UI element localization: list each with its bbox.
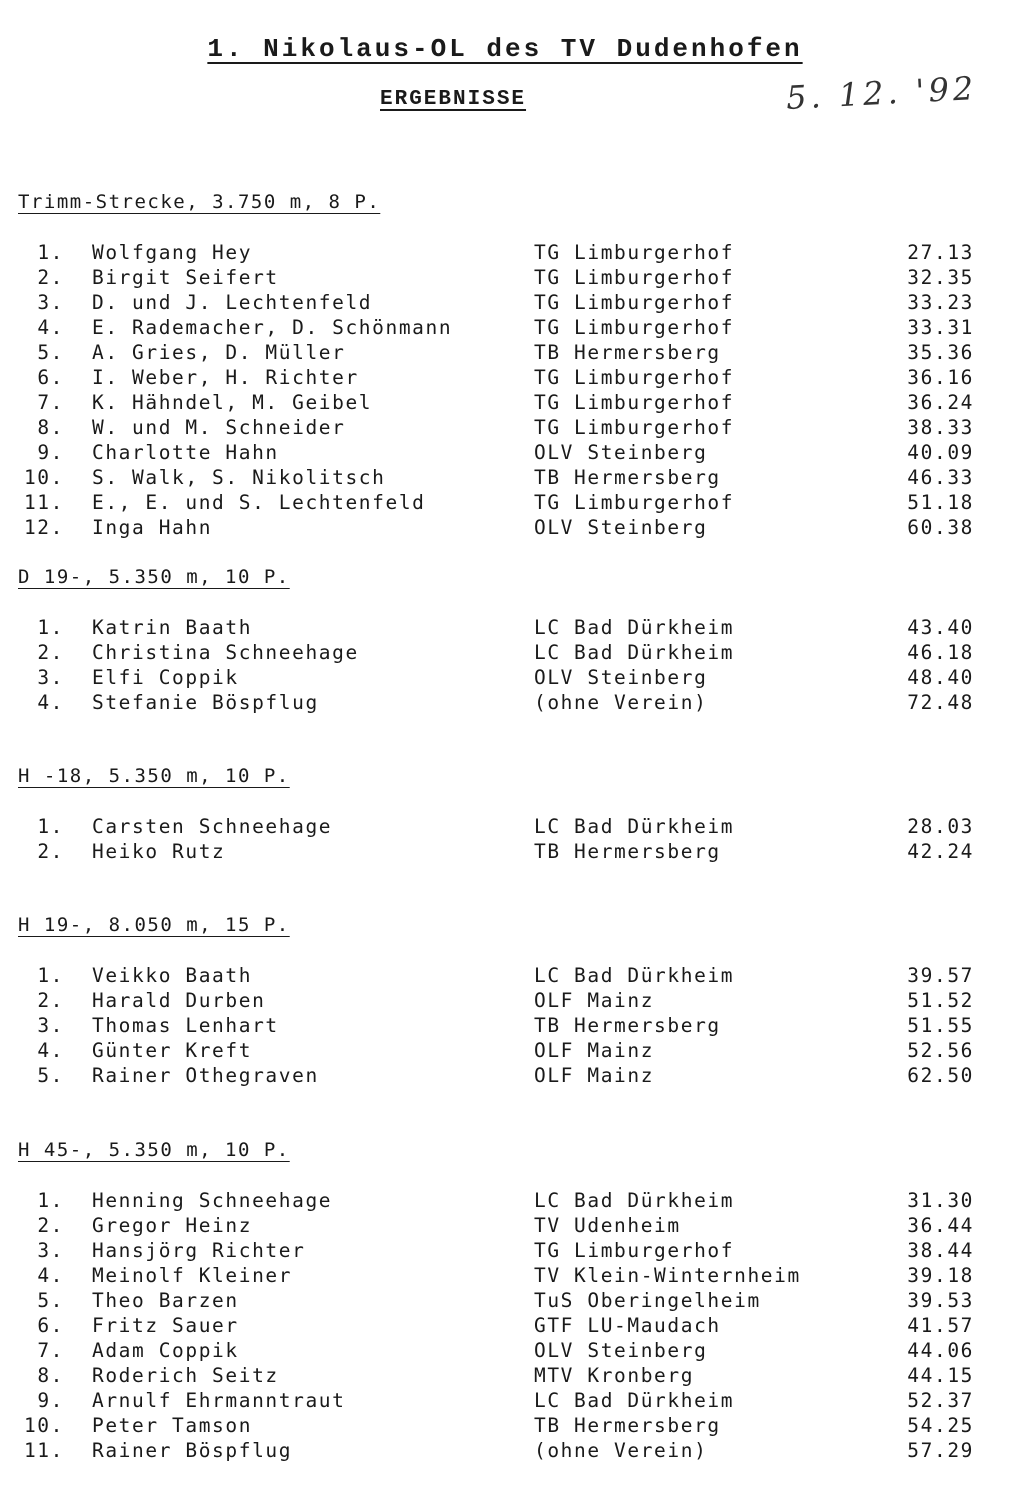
result-name: Thomas Lenhart — [92, 1014, 279, 1037]
result-name: Inga Hahn — [92, 516, 213, 539]
result-rank: 1. — [37, 1189, 64, 1212]
result-rank: 1. — [37, 241, 64, 264]
result-time: 36.24 — [907, 391, 974, 414]
results-section — [18, 913, 990, 1088]
result-rank: 6. — [37, 1314, 64, 1337]
result-row — [18, 1313, 990, 1338]
result-name: Heiko Rutz — [92, 840, 226, 863]
result-row — [18, 340, 990, 365]
result-time: 39.18 — [907, 1264, 974, 1287]
result-time: 35.36 — [907, 341, 974, 364]
result-rank: 10. — [23, 1414, 64, 1437]
result-time: 57.29 — [907, 1439, 974, 1462]
result-club: TuS Oberingelheim — [534, 1289, 761, 1312]
result-time: 27.13 — [907, 241, 974, 264]
section-header: Trimm-Strecke, 3.750 m, 8 P. — [18, 191, 381, 213]
result-time: 38.33 — [907, 416, 974, 439]
results-section — [18, 565, 990, 715]
result-rank: 5. — [37, 341, 64, 364]
result-rank: 2. — [37, 1214, 64, 1237]
result-club: TG Limburgerhof — [534, 316, 735, 339]
result-time: 51.52 — [907, 989, 974, 1012]
result-time: 33.31 — [907, 316, 974, 339]
result-rank: 3. — [37, 1014, 64, 1037]
result-time: 51.55 — [907, 1014, 974, 1037]
result-rank: 2. — [37, 641, 64, 664]
result-name: Hansjörg Richter — [92, 1239, 306, 1262]
result-row — [18, 640, 990, 665]
result-row — [18, 365, 990, 390]
result-club: TB Hermersberg — [534, 840, 721, 863]
result-club: TB Hermersberg — [534, 341, 721, 364]
result-club: OLV Steinberg — [534, 441, 708, 464]
result-club: TB Hermersberg — [534, 1014, 721, 1037]
result-rank: 5. — [37, 1289, 64, 1312]
result-row — [18, 240, 990, 265]
result-row — [18, 814, 990, 839]
result-rank: 11. — [23, 1439, 64, 1462]
result-rank: 4. — [37, 316, 64, 339]
result-club: LC Bad Dürkheim — [534, 1389, 735, 1412]
result-time: 36.44 — [907, 1214, 974, 1237]
result-row — [18, 1013, 990, 1038]
result-rank: 1. — [37, 616, 64, 639]
result-club: OLV Steinberg — [534, 666, 708, 689]
result-name: Harald Durben — [92, 989, 266, 1012]
result-row — [18, 615, 990, 640]
result-club: OLV Steinberg — [534, 1339, 708, 1362]
result-row — [18, 1388, 990, 1413]
result-name: Meinolf Kleiner — [92, 1264, 293, 1287]
result-rank: 1. — [37, 964, 64, 987]
result-name: W. und M. Schneider — [92, 416, 346, 439]
result-club: TB Hermersberg — [534, 466, 721, 489]
result-club: LC Bad Dürkheim — [534, 641, 735, 664]
result-club: (ohne Verein) — [534, 1439, 708, 1462]
result-rank: 9. — [37, 1389, 64, 1412]
result-name: Fritz Sauer — [92, 1314, 239, 1337]
result-time: 52.56 — [907, 1039, 974, 1062]
result-name: A. Gries, D. Müller — [92, 341, 346, 364]
result-rank: 2. — [37, 840, 64, 863]
result-row — [18, 690, 990, 715]
result-rank: 1. — [37, 815, 64, 838]
result-row — [18, 1288, 990, 1313]
result-time: 41.57 — [907, 1314, 974, 1337]
result-rank: 6. — [37, 366, 64, 389]
result-rank: 12. — [23, 516, 64, 539]
result-time: 48.40 — [907, 666, 974, 689]
result-name: Roderich Seitz — [92, 1364, 279, 1387]
section-header: H 19-, 8.050 m, 15 P. — [18, 914, 290, 936]
result-row — [18, 1363, 990, 1388]
result-rank: 11. — [23, 491, 64, 514]
result-name: D. und J. Lechtenfeld — [92, 291, 373, 314]
result-club: LC Bad Dürkheim — [534, 1189, 735, 1212]
result-club: OLF Mainz — [534, 1064, 655, 1087]
result-time: 44.15 — [907, 1364, 974, 1387]
result-club: LC Bad Dürkheim — [534, 815, 735, 838]
result-club: TG Limburgerhof — [534, 366, 735, 389]
result-name: Katrin Baath — [92, 616, 253, 639]
result-time: 39.57 — [907, 964, 974, 987]
result-club: TG Limburgerhof — [534, 266, 735, 289]
result-name: Veikko Baath — [92, 964, 253, 987]
result-row — [18, 290, 990, 315]
result-time: 46.33 — [907, 466, 974, 489]
result-row — [18, 415, 990, 440]
result-rank: 2. — [37, 266, 64, 289]
handwritten-date: 5. 12. '92 — [785, 69, 979, 117]
result-row — [18, 839, 990, 864]
result-time: 39.53 — [907, 1289, 974, 1312]
result-club: TG Limburgerhof — [534, 241, 735, 264]
result-club: GTF LU-Maudach — [534, 1314, 721, 1337]
result-name: Birgit Seifert — [92, 266, 279, 289]
result-name: K. Hähndel, M. Geibel — [92, 391, 373, 414]
result-rank: 7. — [37, 391, 64, 414]
result-club: TG Limburgerhof — [534, 416, 735, 439]
result-row — [18, 1038, 990, 1063]
result-name: Christina Schneehage — [92, 641, 359, 664]
result-row — [18, 963, 990, 988]
result-row — [18, 1188, 990, 1213]
result-name: Rainer Böspflug — [92, 1439, 293, 1462]
results-table — [18, 814, 990, 864]
result-rank: 7. — [37, 1339, 64, 1362]
result-time: 72.48 — [907, 691, 974, 714]
result-name: Rainer Othegraven — [92, 1064, 319, 1087]
result-row — [18, 315, 990, 340]
result-name: Elfi Coppik — [92, 666, 239, 689]
result-club: LC Bad Dürkheim — [534, 964, 735, 987]
section-header: D 19-, 5.350 m, 10 P. — [18, 566, 290, 588]
result-name: Charlotte Hahn — [92, 441, 279, 464]
result-time: 60.38 — [907, 516, 974, 539]
result-time: 32.35 — [907, 266, 974, 289]
result-rank: 8. — [37, 1364, 64, 1387]
result-name: Gregor Heinz — [92, 1214, 253, 1237]
result-row — [18, 1338, 990, 1363]
result-row — [18, 665, 990, 690]
results-table — [18, 615, 990, 715]
result-rank: 8. — [37, 416, 64, 439]
result-rank: 3. — [37, 1239, 64, 1262]
result-club: OLF Mainz — [534, 1039, 655, 1062]
result-row — [18, 1263, 990, 1288]
result-name: Peter Tamson — [92, 1414, 253, 1437]
result-rank: 2. — [37, 989, 64, 1012]
result-rank: 5. — [37, 1064, 64, 1087]
result-club: TG Limburgerhof — [534, 1239, 735, 1262]
result-time: 43.40 — [907, 616, 974, 639]
section-header: H 45-, 5.350 m, 10 P. — [18, 1139, 290, 1161]
result-time: 54.25 — [907, 1414, 974, 1437]
result-club: TG Limburgerhof — [534, 491, 735, 514]
result-time: 36.16 — [907, 366, 974, 389]
result-row — [18, 515, 990, 540]
result-club: TB Hermersberg — [534, 1414, 721, 1437]
result-name: Stefanie Böspflug — [92, 691, 319, 714]
result-rank: 10. — [23, 466, 64, 489]
result-time: 38.44 — [907, 1239, 974, 1262]
result-name: S. Walk, S. Nikolitsch — [92, 466, 386, 489]
result-club: OLV Steinberg — [534, 516, 708, 539]
result-row — [18, 1438, 990, 1463]
result-name: Arnulf Ehrmanntraut — [92, 1389, 346, 1412]
result-time: 62.50 — [907, 1064, 974, 1087]
result-time: 28.03 — [907, 815, 974, 838]
result-name: Wolfgang Hey — [92, 241, 253, 264]
result-rank: 4. — [37, 1264, 64, 1287]
results-section — [18, 1138, 990, 1463]
results-table — [18, 1188, 990, 1463]
result-name: Carsten Schneehage — [92, 815, 333, 838]
result-name: I. Weber, H. Richter — [92, 366, 359, 389]
result-row — [18, 1413, 990, 1438]
result-row — [18, 988, 990, 1013]
result-row — [18, 465, 990, 490]
result-rank: 4. — [37, 1039, 64, 1062]
results-table — [18, 240, 990, 540]
result-time: 42.24 — [907, 840, 974, 863]
result-rank: 9. — [37, 441, 64, 464]
result-row — [18, 1238, 990, 1263]
result-row — [18, 440, 990, 465]
result-row — [18, 390, 990, 415]
result-name: Günter Kreft — [92, 1039, 253, 1062]
result-time: 31.30 — [907, 1189, 974, 1212]
result-row — [18, 490, 990, 515]
section-header: H -18, 5.350 m, 10 P. — [18, 765, 290, 787]
result-row — [18, 265, 990, 290]
result-name: Adam Coppik — [92, 1339, 239, 1362]
result-club: TG Limburgerhof — [534, 391, 735, 414]
result-row — [18, 1063, 990, 1088]
result-time: 46.18 — [907, 641, 974, 664]
document-title: 1. Nikolaus-OL des TV Dudenhofen — [207, 34, 803, 64]
result-time: 44.06 — [907, 1339, 974, 1362]
result-rank: 3. — [37, 291, 64, 314]
result-name: Theo Barzen — [92, 1289, 239, 1312]
result-club: OLF Mainz — [534, 989, 655, 1012]
result-club: (ohne Verein) — [534, 691, 708, 714]
results-table — [18, 963, 990, 1088]
result-time: 33.23 — [907, 291, 974, 314]
result-club: MTV Kronberg — [534, 1364, 695, 1387]
results-section — [18, 190, 990, 540]
result-row — [18, 1213, 990, 1238]
result-club: LC Bad Dürkheim — [534, 616, 735, 639]
result-rank: 4. — [37, 691, 64, 714]
result-rank: 3. — [37, 666, 64, 689]
result-club: TG Limburgerhof — [534, 291, 735, 314]
result-time: 40.09 — [907, 441, 974, 464]
result-time: 52.37 — [907, 1389, 974, 1412]
result-club: TV Klein-Winternheim — [534, 1264, 801, 1287]
result-name: E. Rademacher, D. Schönmann — [92, 316, 453, 339]
result-club: TV Udenheim — [534, 1214, 681, 1237]
result-name: E., E. und S. Lechtenfeld — [92, 491, 426, 514]
result-time: 51.18 — [907, 491, 974, 514]
document-subtitle: ERGEBNISSE — [380, 88, 527, 111]
results-section — [18, 764, 990, 864]
result-name: Henning Schneehage — [92, 1189, 333, 1212]
